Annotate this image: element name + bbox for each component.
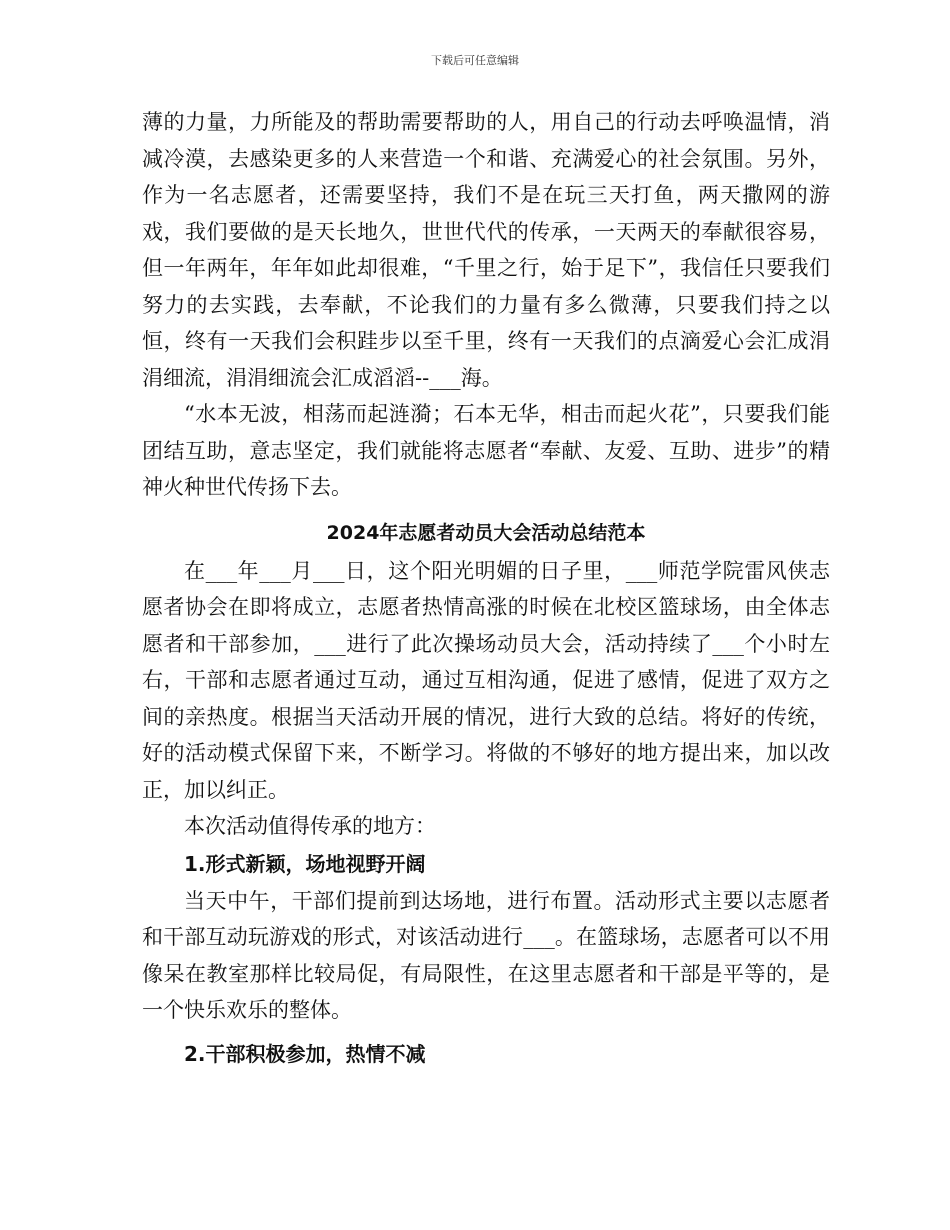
paragraph-continuation: 薄的力量，力所能及的帮助需要帮助的人，用自己的行动去呼唤温情，消减冷漠，去感染更多的人来营造一个和谐、充满爱心的社会氛围。另外，作为一名志愿者，还需要坚持，我们不是在玩三天打鱼，两天撒网的游戏，我们要做的是天长地久，世世代代的传承，一天两天的奉献很容易，但一年两年，年年如此却很难，“千里之行，始于足下”，我信任只要我们努力的去实践，去奉献，不论我们的力量有多么微薄，只要我们持之以恒，终有一天我们会积跬步以至千里，终有一天我们的点滴爱心会汇成涓涓细流，涓涓细流会汇成滔滔--___海。 — [142, 110, 830, 390]
page-header: 下载后可任意编辑 — [431, 54, 519, 67]
document-body — [142, 104, 830, 1073]
paragraph-section-1: 当天中午，干部们提前到达场地，进行布置。活动形式主要以志愿者和干部互动玩游戏的形式，对该活动进行___。在篮球场，志愿者可以不用像呆在教室那样比较局促，有局限性，在这里志愿者和干部是平等的，是一个快乐欢乐的整体。 — [142, 888, 830, 1022]
section-heading-2: 2.干部积极参加，热情不减 — [184, 1041, 426, 1066]
paragraph-intro: 在___年___月___日，这个阳光明媚的日子里，___师范学院雷风侠志愿者协会在即将成立，志愿者热情高涨的时候在北校区篮球场，由全体志愿者和干部参加，___进行了此次操场动员大会，活动持续了___个小时左右，干部和志愿者通过互动，通过互相沟通，促进了感情，促进了双方之间的亲热度。根据当天活动开展的情况，进行大致的总结。将好的传统，好的活动模式保留下来，不断学习。将做的不够好的地方提出来，加以改正，加以纠正。 — [142, 558, 830, 802]
paragraph-quote: “水本无波，相荡而起涟漪；石本无华，相击而起火花”，只要我们能团结互助，意志坚定，我们就能将志愿者“奉献、友爱、互助、进步”的精神火种世代传扬下去。 — [142, 402, 830, 499]
document-title: 2024年志愿者动员大会活动总结范本 — [326, 521, 646, 544]
section-heading-1: 1.形式新颖，场地视野开阔 — [184, 851, 426, 876]
paragraph-lead: 本次活动值得传承的地方： — [184, 814, 436, 838]
